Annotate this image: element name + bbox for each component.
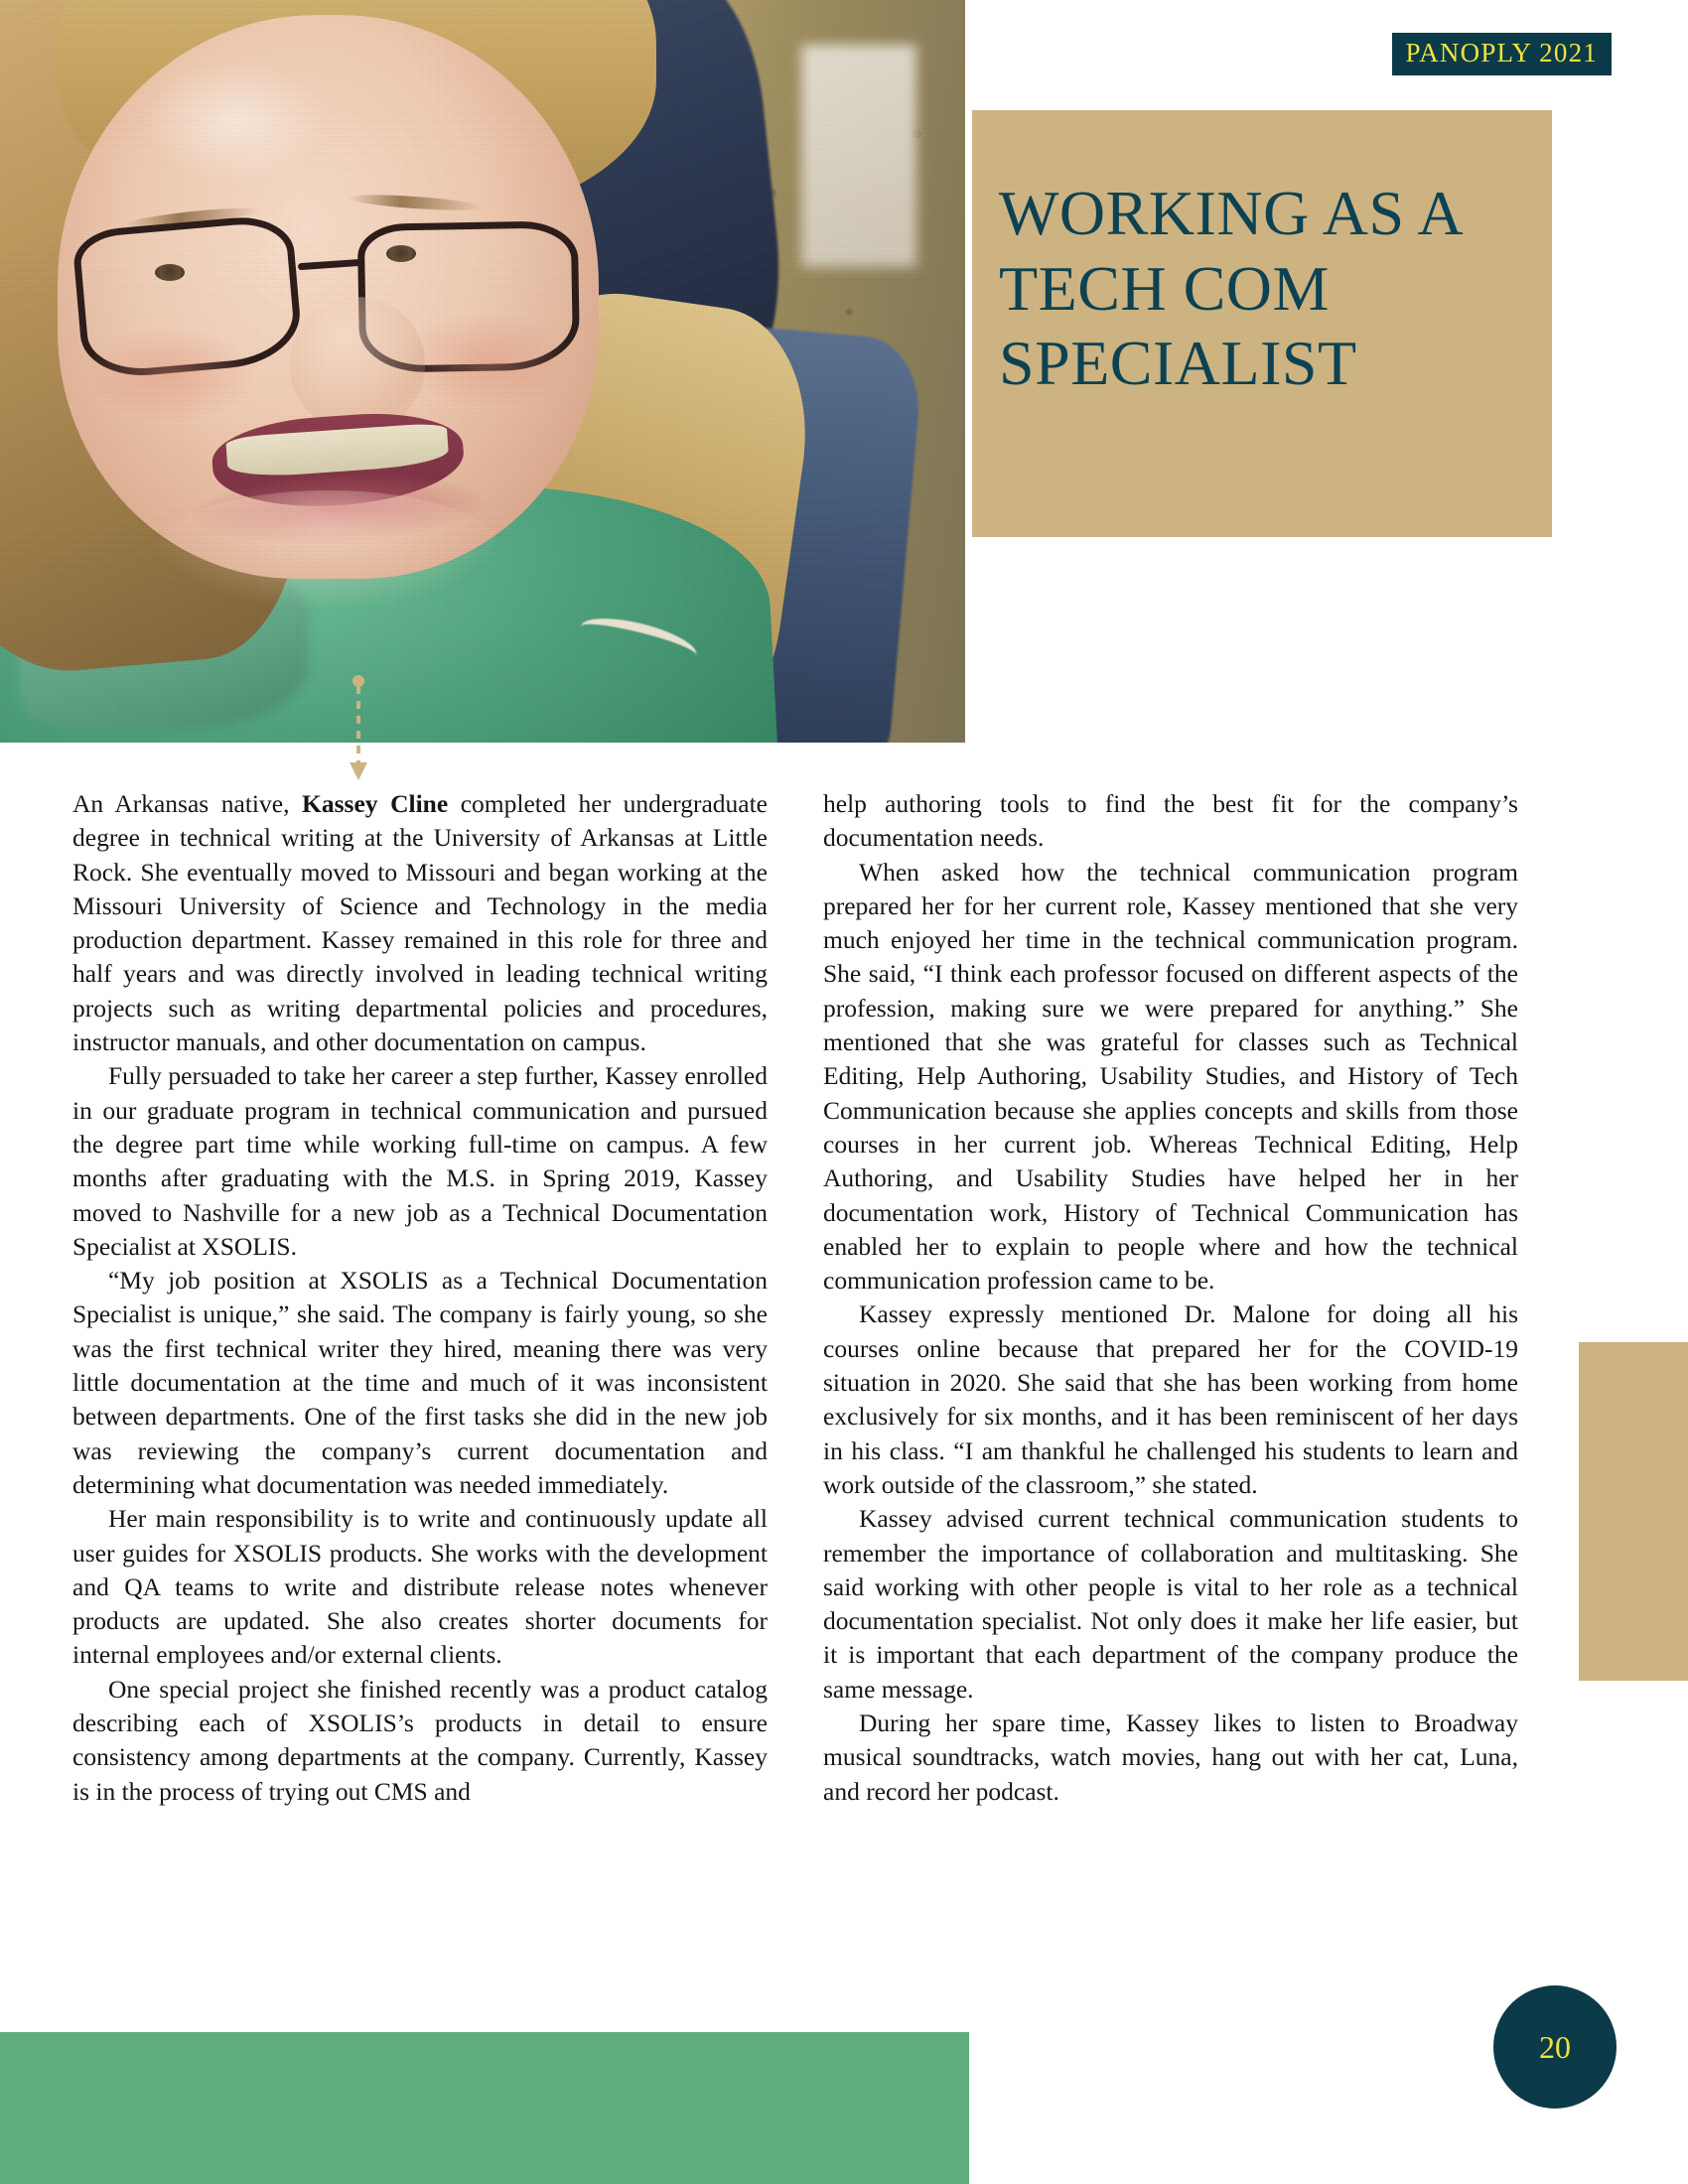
paragraph-lead — [72, 787, 768, 1059]
pointer-arrowhead-icon — [350, 762, 367, 780]
bottom-green-bar — [0, 2032, 969, 2184]
article-body — [72, 787, 1518, 1809]
paragraph: “My job position at XSOLIS as a Technical Documentation Specialist is unique,” she said. The company is fairly young, so she was the first technical writer they hired, meaning there was very little documentation at the time and much of it was inconsistent between departments. One of the first tasks she did in the new job was reviewing the company’s current documentation and determining what documentation was needed immediately. — [72, 1266, 768, 1499]
article-column-left — [72, 787, 768, 1809]
paragraph: When asked how the technical communication program prepared her for her current role, Kassey mentioned that she very much enjoyed her time in the technical communication program. She said, “I think each professor focused on different aspects of the profession, making sure we were prepared for anything.” She mentioned that she was grateful for classes such as Technical Editing, Help Authoring, Usability Studies, and History of Tech Communication because she applies concepts and skills from those courses in her current job. Whereas Technical Editing, Help Authoring, and Usability Studies have helped her in her documentation work, History of Technical Communication has enabled her to explain to people where and how the technical communication profession came to be. — [823, 857, 1518, 1296]
arrow-pointer-icon — [346, 675, 371, 782]
page-number: 20 — [1539, 2029, 1571, 2065]
photo-glasses-bridge — [298, 259, 363, 271]
photo-teeth — [225, 423, 449, 479]
photo-wall-highlight — [801, 45, 917, 267]
lead-prefix: An Arkansas native, — [72, 789, 303, 818]
issue-badge: PANOPLY 2021 — [1392, 33, 1613, 75]
pointer-dashed-line — [356, 686, 360, 763]
photo-nose — [290, 297, 425, 431]
photo-cheek-right — [405, 312, 569, 408]
page-title: WORKING AS A TECH COM SPECIALIST — [999, 178, 1461, 399]
page-number-badge — [1493, 1985, 1617, 2109]
author-photo — [0, 0, 965, 743]
paragraph: One special project she finished recently was a product catalog describing each of XSOLIS’s products in detail to ensure consistency among departments at the company. Currently, Kassey is in the process of trying out CMS and — [72, 1674, 768, 1806]
article-column-right — [823, 787, 1518, 1809]
paragraph: help authoring tools to find the best fit for the company’s documentation needs. — [823, 789, 1518, 853]
right-accent-bar — [1579, 1342, 1688, 1681]
photo-cheek-left — [86, 327, 250, 423]
paragraph: Her main responsibility is to write and continuously update all user guides for XSOLIS products. She works with the development and QA teams to write and distribute release notes whenever products are updated. She also creates shorter documents for internal employees and/or external clients. — [72, 1504, 768, 1670]
paragraph: Kassey expressly mentioned Dr. Malone for doing all his courses online because that prepared her for the COVID-19 situation in 2020. She said that she has been working from home exclusively for six months, and it has been reminiscent of her days in his class. “I am thankful he challenged his students to learn and work outside of the classroom,” she stated. — [823, 1299, 1518, 1499]
title-block — [972, 110, 1552, 537]
photo-chin — [155, 490, 502, 610]
lead-rest: completed her undergraduate degree in technical writing at the University of Arkansas at Little Rock. She eventually moved to Missouri and began working at the Missouri University of Science and Technology in the media production department. Kassey remained in this role for three and half years and was directly involved in leading technical writing projects such as writing departmental policies and procedures, instructor manuals, and other documentation on campus. — [72, 789, 768, 1057]
paragraph: During her spare time, Kassey likes to listen to Broadway musical soundtracks, watch movies, hang out with her cat, Luna, and record her podcast. — [823, 1708, 1518, 1806]
subject-name: Kassey Cline — [302, 789, 449, 818]
paragraph: Kassey advised current technical communication students to remember the importance of collaboration and multitasking. She said working with other people is vital to her role as a technical documentation specialist. Not only does it make her life easier, but it is important that each department of the company produce the same message. — [823, 1504, 1518, 1704]
paragraph: Fully persuaded to take her career a step further, Kassey enrolled in our graduate program in technical communication and pursued the degree part time while working full-time on campus. A few months after graduating with the M.S. in Spring 2019, Kassey moved to Nashville for a new job as a Technical Documentation Specialist at XSOLIS. — [72, 1061, 768, 1261]
photo-forehead-highlight — [144, 60, 328, 184]
